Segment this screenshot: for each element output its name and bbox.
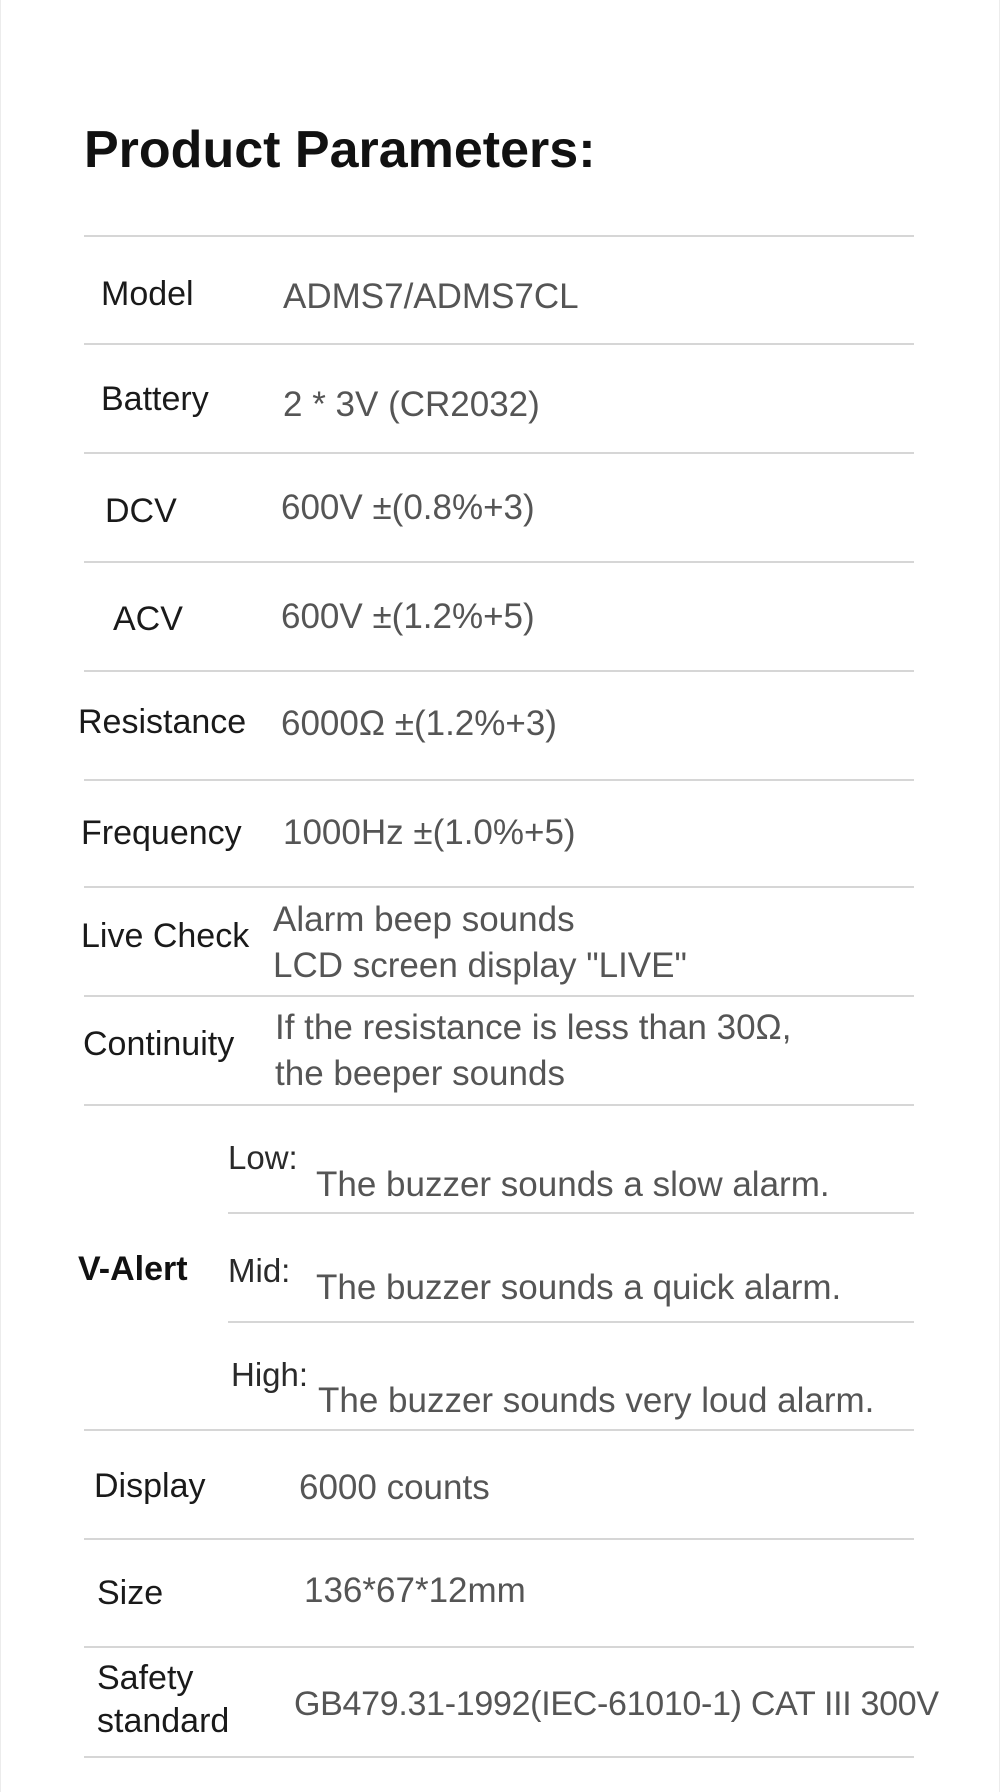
size-value: 136*67*12mm (304, 1571, 526, 1610)
live-check-value-line2: LCD screen display "LIVE" (273, 946, 687, 985)
display-label: Display (94, 1467, 206, 1505)
row-divider (84, 1646, 914, 1648)
model-label: Model (101, 275, 194, 313)
row-divider (84, 343, 914, 345)
live-check-label: Live Check (81, 917, 250, 955)
row-divider (84, 452, 914, 454)
dcv-value: 600V ±(0.8%+3) (281, 488, 535, 527)
row-divider (84, 995, 914, 997)
display-value: 6000 counts (299, 1468, 490, 1507)
safety-label-line2: standard (97, 1702, 230, 1740)
row-divider (84, 670, 914, 672)
resistance-label: Resistance (78, 703, 247, 741)
v-alert-high-level: High: (231, 1356, 309, 1393)
continuity-value-line1: If the resistance is less than 30Ω, (275, 1008, 792, 1047)
row-divider (84, 1538, 914, 1540)
safety-value: GB479.31-1992(IEC-61010-1) CAT III 300V (294, 1685, 939, 1723)
row-divider (84, 235, 914, 237)
row-divider (84, 1104, 914, 1106)
frequency-label: Frequency (81, 814, 242, 852)
row-divider (84, 779, 914, 781)
v-alert-mid-text: The buzzer sounds a quick alarm. (316, 1268, 842, 1307)
v-alert-divider (228, 1212, 914, 1214)
v-alert-high-text: The buzzer sounds very loud alarm. (318, 1381, 875, 1420)
v-alert-mid-level: Mid: (228, 1252, 291, 1289)
battery-label: Battery (101, 380, 209, 418)
v-alert-label: V-Alert (78, 1250, 188, 1288)
safety-label-line1: Safety (97, 1659, 194, 1697)
size-label: Size (97, 1574, 164, 1612)
battery-value: 2 * 3V (CR2032) (283, 385, 540, 424)
acv-label: ACV (113, 600, 183, 638)
page-title: Product Parameters: (84, 121, 596, 179)
row-divider (84, 561, 914, 563)
row-divider (84, 1429, 914, 1431)
resistance-value: 6000Ω ±(1.2%+3) (281, 704, 557, 743)
acv-value: 600V ±(1.2%+5) (281, 597, 535, 636)
v-alert-low-level: Low: (228, 1139, 298, 1176)
live-check-value-line1: Alarm beep sounds (273, 900, 575, 939)
row-divider (84, 1756, 914, 1758)
v-alert-divider (228, 1321, 914, 1323)
row-divider (84, 886, 914, 888)
dcv-label: DCV (105, 492, 177, 530)
continuity-label: Continuity (83, 1025, 235, 1063)
frequency-value: 1000Hz ±(1.0%+5) (283, 813, 576, 852)
v-alert-low-text: The buzzer sounds a slow alarm. (316, 1165, 830, 1204)
model-value: ADMS7/ADMS7CL (283, 277, 579, 316)
continuity-value-line2: the beeper sounds (275, 1054, 565, 1093)
page-left-edge (0, 0, 1, 1792)
